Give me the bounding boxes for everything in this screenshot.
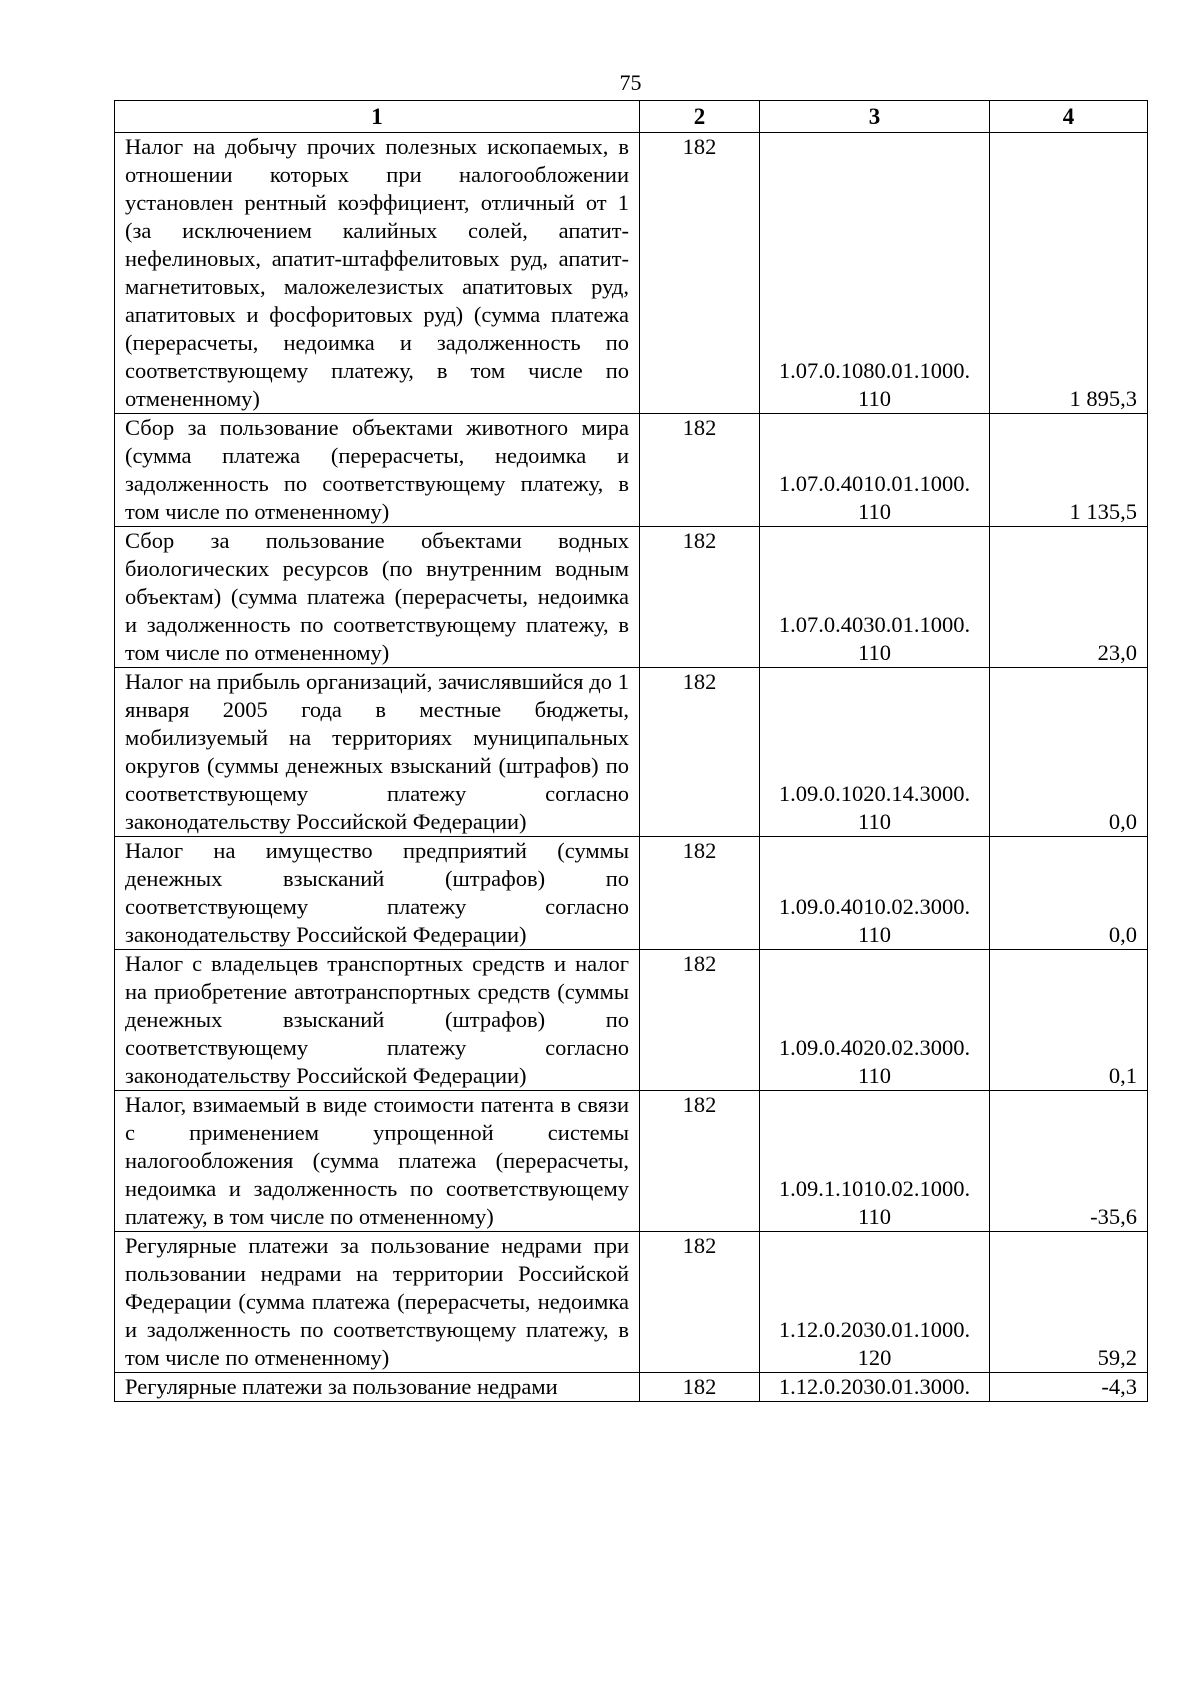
table-row — [115, 1373, 1148, 1402]
classification-code — [760, 1232, 990, 1373]
revenue-name: Налог на добычу прочих полезных ископаемых, в отношении которых при налогообложении установлен рентный коэффициент, отличный от 1 (за исключением калийных солей, апатит-нефелиновых, апатит-штаффелитовых руд, апатит-магнетитовых, маложелезистых апатитовых руд, апатитовых и фосфоритовых руд) (сумма платежа (перерасчеты, недоимка и задолженность по соответствующему платежу, в том числе по отмененному) — [115, 133, 640, 414]
amount: 1 895,3 — [990, 133, 1148, 414]
code-line-1: 1.07.0.4010.01.1000. — [778, 471, 971, 496]
amount: 0,1 — [990, 950, 1148, 1091]
column-header-2: 2 — [640, 101, 760, 133]
code-line-1: 1.09.1.1010.02.1000. — [778, 1176, 971, 1201]
amount: 1 135,5 — [990, 414, 1148, 527]
administrator-code: 182 — [640, 950, 760, 1091]
revenue-name: Сбор за пользование объектами водных биологических ресурсов (по внутренним водным объектам) (сумма платежа (перерасчеты, недоимка и задолженность по соответствующему платежу, в том числе по отмененному) — [115, 527, 640, 668]
table-row — [115, 950, 1148, 1091]
code-line-2: 110 — [858, 809, 891, 834]
code-line-2: 110 — [858, 922, 891, 947]
table-row — [115, 837, 1148, 950]
classification-code — [760, 668, 990, 837]
code-line-2: 110 — [858, 1204, 891, 1229]
administrator-code: 182 — [640, 837, 760, 950]
revenue-name: Налог на имущество предприятий (суммы денежных взысканий (штрафов) по соответствующему платежу согласно законодательству Российской Федерации) — [115, 837, 640, 950]
code-line-2: 120 — [857, 1345, 892, 1370]
administrator-code: 182 — [640, 133, 760, 414]
administrator-code: 182 — [640, 1373, 760, 1402]
code-line-1: 1.07.0.4030.01.1000. — [778, 612, 971, 637]
table-row — [115, 668, 1148, 837]
code-line-2: 110 — [858, 499, 891, 524]
administrator-code: 182 — [640, 1232, 760, 1373]
classification-code — [760, 950, 990, 1091]
table-row — [115, 414, 1148, 527]
classification-code — [760, 1091, 990, 1232]
administrator-code: 182 — [640, 1091, 760, 1232]
amount: 0,0 — [990, 837, 1148, 950]
administrator-code: 182 — [640, 527, 760, 668]
column-header-1: 1 — [115, 101, 640, 133]
amount: 0,0 — [990, 668, 1148, 837]
budget-revenue-table — [114, 100, 1148, 1402]
code-line-2: 110 — [858, 386, 891, 411]
administrator-code: 182 — [640, 668, 760, 837]
table-row — [115, 1091, 1148, 1232]
classification-code — [760, 527, 990, 668]
classification-code: 1.12.0.2030.01.3000. — [760, 1373, 990, 1402]
table-row — [115, 1232, 1148, 1373]
amount: -4,3 — [990, 1373, 1148, 1402]
code-line-1: 1.09.0.4010.02.3000. — [778, 894, 971, 919]
classification-code — [760, 133, 990, 414]
classification-code — [760, 414, 990, 527]
revenue-name: Сбор за пользование объектами животного мира (сумма платежа (перерасчеты, недоимка и задолженность по соответствующему платежу, в том числе по отмененному) — [115, 414, 640, 527]
table-header-row — [115, 101, 1148, 133]
code-line-1: 1.09.0.1020.14.3000. — [778, 781, 971, 806]
revenue-name: Налог, взимаемый в виде стоимости патента в связи с применением упрощенной системы налогообложения (сумма платежа (перерасчеты, недоимка и задолженность по соответствующему платежу, в том числе по отмененному) — [115, 1091, 640, 1232]
code-line-1: 1.12.0.2030.01.1000. — [778, 1317, 971, 1342]
column-header-4: 4 — [990, 101, 1148, 133]
page-number: 75 — [619, 70, 642, 95]
revenue-name: Регулярные платежи за пользование недрами — [115, 1373, 640, 1402]
table-row — [115, 133, 1148, 414]
amount: 59,2 — [990, 1232, 1148, 1373]
code-line-1: 1.09.0.4020.02.3000. — [778, 1035, 971, 1060]
code-line-1: 1.07.0.1080.01.1000. — [778, 358, 971, 383]
amount: -35,6 — [990, 1091, 1148, 1232]
revenue-name: Налог на прибыль организаций, зачислявшийся до 1 января 2005 года в местные бюджеты, мобилизуемый на территориях муниципальных округов (суммы денежных взысканий (штрафов) по соответствующему платежу согласно законодательству Российской Федерации) — [115, 668, 640, 837]
code-line-2: 110 — [858, 1063, 891, 1088]
code-line-2: 110 — [858, 640, 891, 665]
revenue-name: Налог с владельцев транспортных средств и налог на приобретение автотранспортных средств (суммы денежных взысканий (штрафов) по соответствующему платежу согласно законодательству Российской Федерации) — [115, 950, 640, 1091]
revenue-name: Регулярные платежи за пользование недрами при пользовании недрами на территории Российской Федерации (сумма платежа (перерасчеты, недоимка и задолженность по соответствующему платежу, в том числе по отмененному) — [115, 1232, 640, 1373]
classification-code — [760, 837, 990, 950]
administrator-code: 182 — [640, 414, 760, 527]
column-header-3: 3 — [760, 101, 990, 133]
table-row — [115, 527, 1148, 668]
amount: 23,0 — [990, 527, 1148, 668]
